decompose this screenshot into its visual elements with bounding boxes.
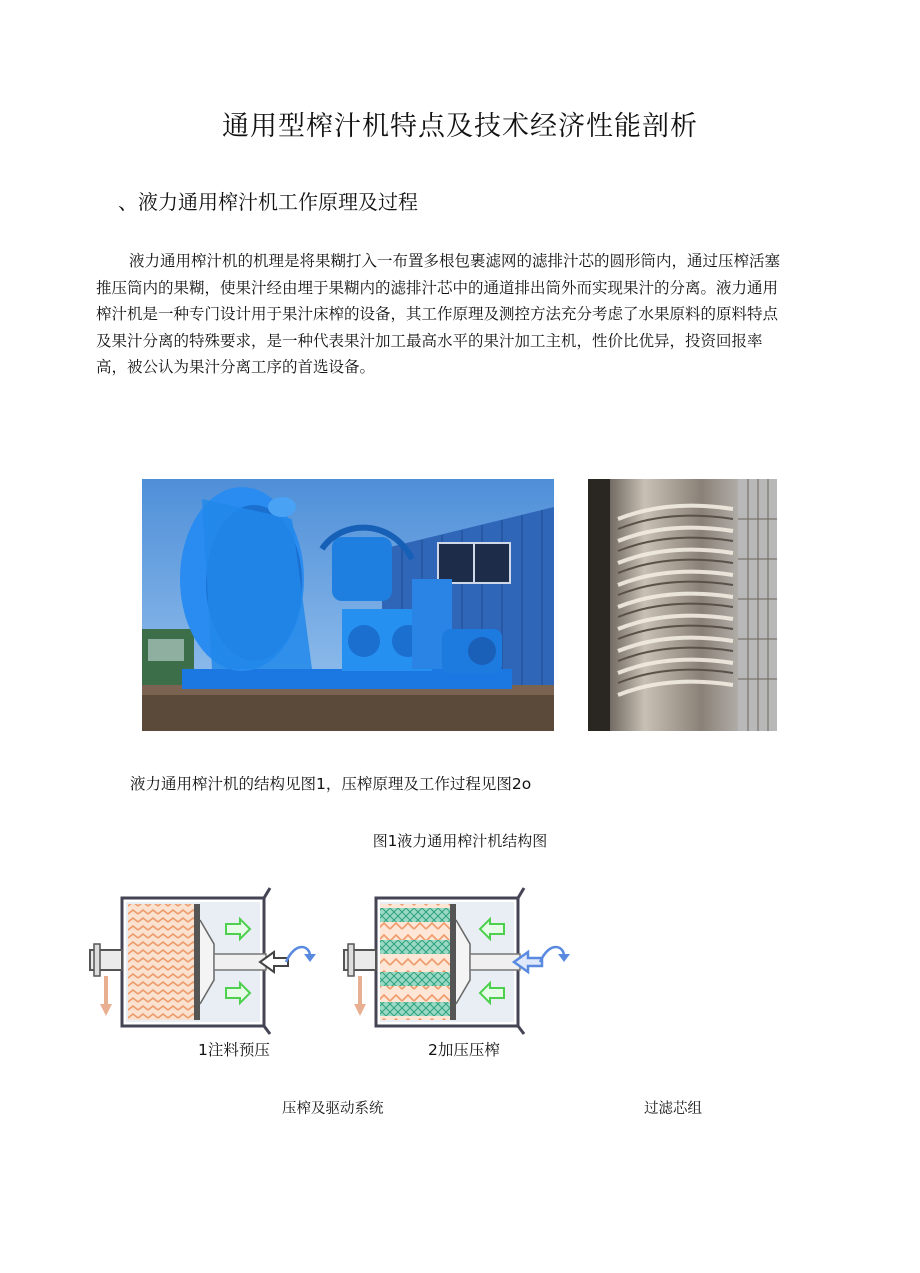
document-title: 通用型榨汁机特点及技术经济性能剖析 [222,111,698,142]
juicer-machine-photo [142,479,554,731]
section-heading: 、液力通用榨汁机工作原理及过程 [118,190,418,214]
filter-core-group-label: 过滤芯组 [644,1101,702,1117]
structure-reference-text: 液力通用榨汁机的结构见图1，压榨原理及工作过程见图2o [130,775,532,793]
filter-core-photo [588,479,777,731]
filling-prepress-diagram [88,884,318,1036]
pressurized-pressing-diagram [342,884,574,1036]
figure1-caption: 图1液力通用榨汁机结构图 [372,832,548,850]
step2-label: 2加压压榨 [428,1041,500,1059]
intro-paragraph: 液力通用榨汁机的机理是将果糊打入一布置多根包裹滤网的滤排汁芯的圆形筒内，通过压榨活塞推压筒内的果糊，使果汁经由埋于果糊内的滤排汁芯中的通道排出筒外而实现果汁的分离。液力通用榨汁机是一种专门设计用于果汁床榨的设备，其工作原理及测控方法充分考虑了水果原料的原料特点及果汁分离的特殊要求，是一种代表果汁加工最高水平的果汁加工主机，性价比优异，投资回报率高，被公认为果汁分离工序的首选设备。 [96,252,781,376]
press-drive-system-label: 压榨及驱动系统 [282,1101,384,1117]
step1-label: 1注料预压 [198,1041,270,1059]
